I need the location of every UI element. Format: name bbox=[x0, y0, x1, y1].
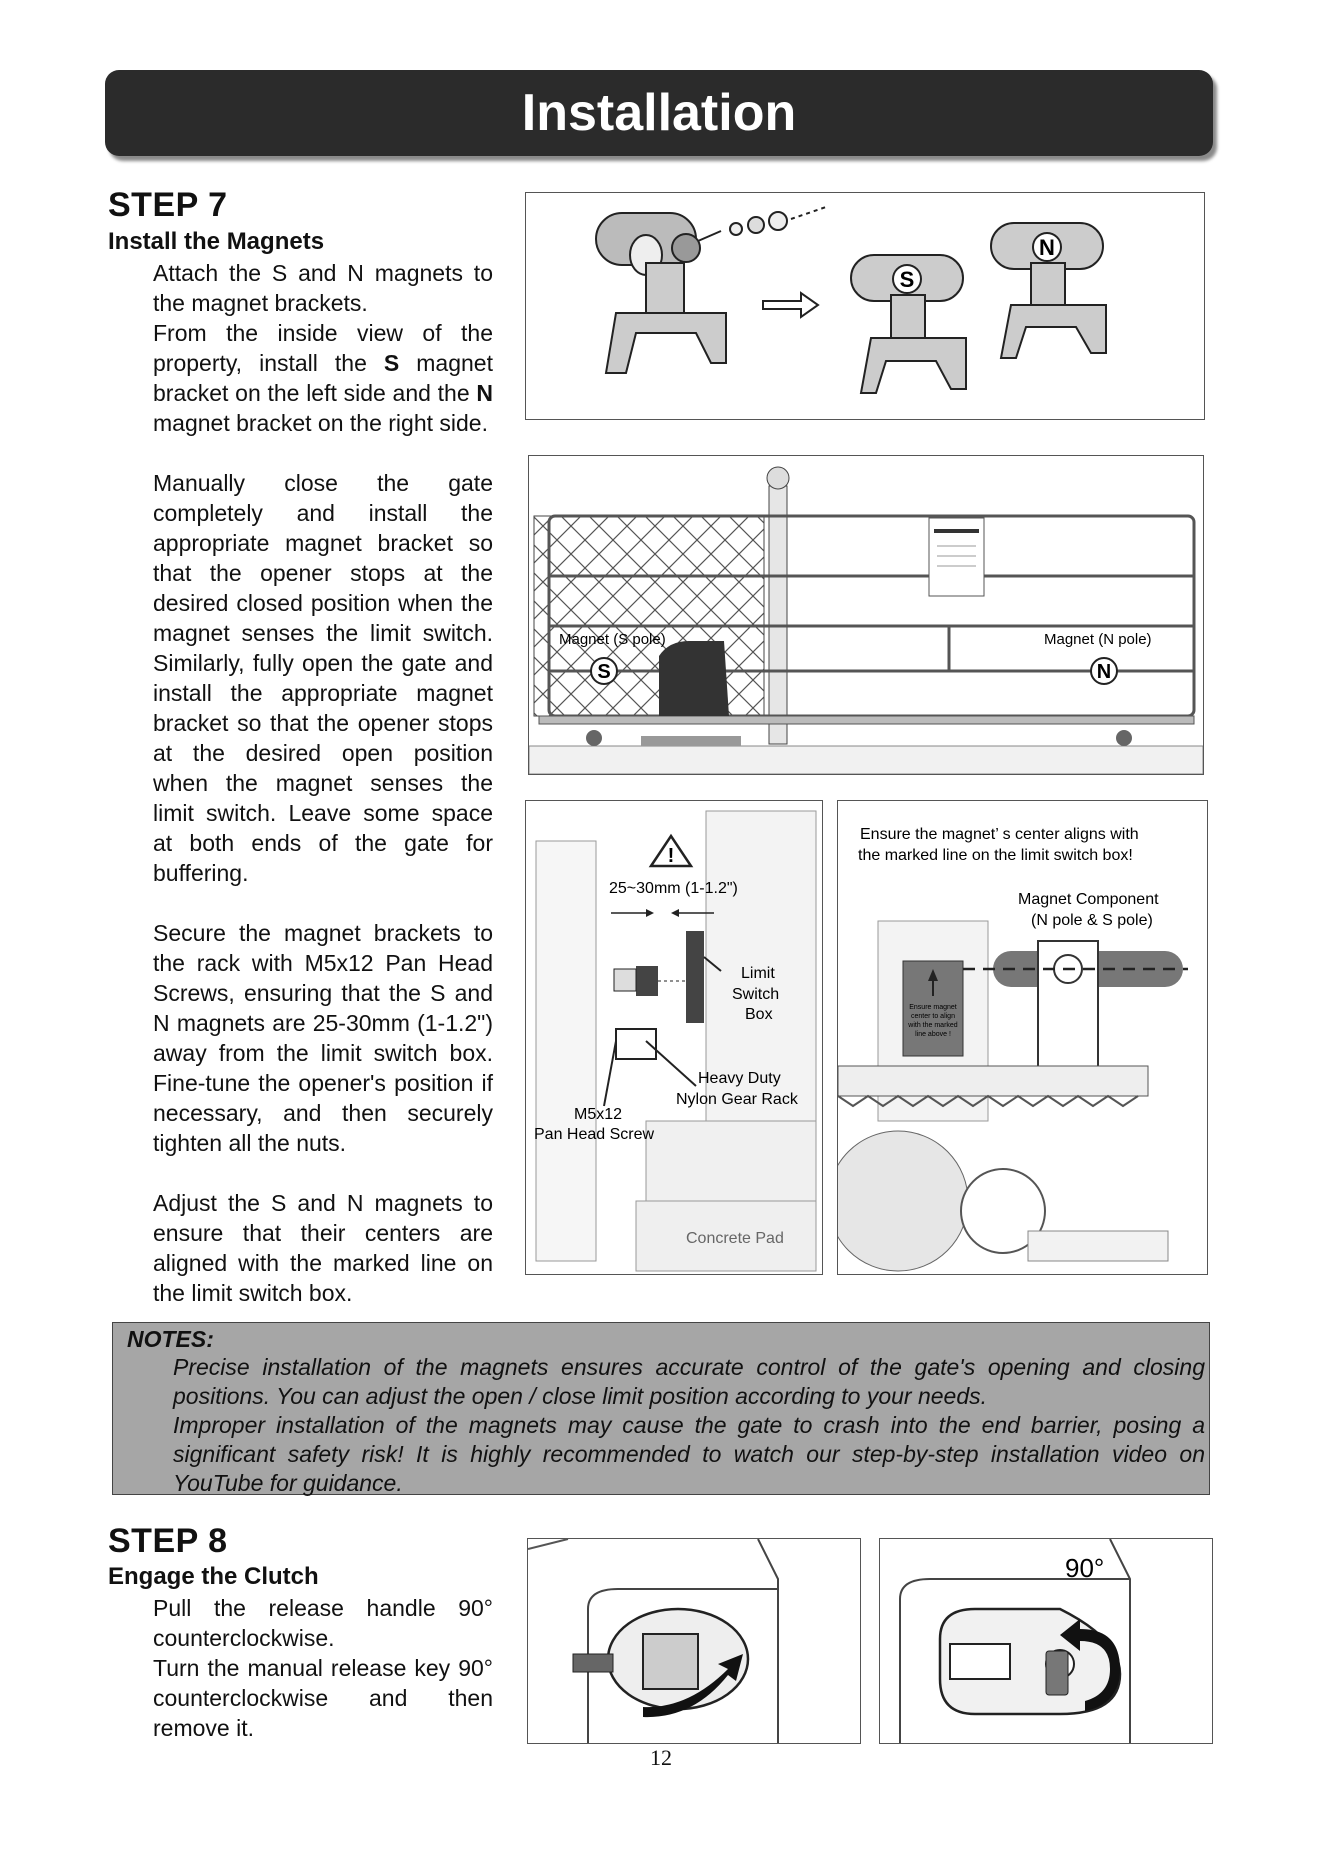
page-title: Installation bbox=[521, 84, 797, 142]
box-line-4: line above ! bbox=[915, 1031, 951, 1038]
s-bracket-letter: S bbox=[899, 267, 915, 292]
screw-label-2: Pan Head Screw bbox=[534, 1126, 655, 1143]
figure-release-key bbox=[879, 1538, 1213, 1744]
step8-paragraph-2: Turn the manual release key 90° counterclockwise and then remove it. bbox=[153, 1655, 493, 1741]
figure-release-handle bbox=[527, 1538, 861, 1744]
limit-switch-box bbox=[686, 931, 704, 1023]
step7-paragraph-5: Adjust the S and N magnets to ensure that their centers are aligned with the marked line on the limit switch box. bbox=[153, 1190, 493, 1306]
release-key-icon bbox=[1046, 1651, 1068, 1695]
concrete-pad-label: Concrete Pad bbox=[686, 1230, 784, 1247]
notes-paragraph-1: Precise installation of the magnets ensures accurate control of the gate's opening and closing positions. You can adjust the open / close limit position according to your needs. bbox=[173, 1354, 1205, 1409]
limit-label-1: Limit bbox=[741, 965, 775, 982]
release-key-icon bbox=[573, 1654, 613, 1672]
rack-label-2: Nylon Gear Rack bbox=[676, 1091, 798, 1108]
notes-title: NOTES: bbox=[127, 1326, 214, 1352]
box-line-3: with the marked bbox=[908, 1022, 958, 1029]
limit-label-3: Box bbox=[745, 1006, 773, 1023]
screw-label-1: M5x12 bbox=[574, 1106, 623, 1123]
angle-label: 90° bbox=[1065, 1553, 1105, 1583]
n-magnet-label: Magnet (N pole) bbox=[1044, 631, 1152, 648]
step7-heading: STEP 7 bbox=[108, 186, 228, 224]
mesh-fence bbox=[534, 516, 764, 716]
step7-paragraph-1: Attach the S and N magnets to the magnet brackets. bbox=[153, 260, 493, 316]
component-label-1: Magnet Component bbox=[1018, 891, 1159, 908]
component-label-2: (N pole & S pole) bbox=[1031, 912, 1153, 929]
step8-subheading: Engage the Clutch bbox=[108, 1563, 319, 1590]
step7-p2-n-bold: N bbox=[476, 380, 493, 406]
page-number: 12 bbox=[650, 1745, 672, 1770]
distance-label: 25~30mm (1-1.2") bbox=[609, 880, 738, 897]
align-note-line-1: Ensure the magnet’ s center aligns with bbox=[860, 826, 1139, 843]
gear-rack bbox=[539, 716, 1194, 724]
box-line-1: Ensure magnet bbox=[909, 1004, 957, 1011]
figure-magnet-alignment bbox=[837, 800, 1208, 1275]
warning-mark: ! bbox=[667, 845, 675, 867]
box-line-2: center to align bbox=[911, 1013, 955, 1020]
n-magnet-letter: N bbox=[1096, 661, 1112, 683]
step7-paragraph-4: Secure the magnet brackets to the rack with M5x12 Pan Head Screws, ensuring that the S and N magnets are 25-30mm (1-1.2") away from the limit switch box. Fine-tune the opener's position if necessary, and then securely tighten all the nuts. bbox=[153, 920, 493, 1156]
step8-paragraph-1: Pull the release handle 90° counterclockwise. bbox=[153, 1595, 493, 1651]
notes-box bbox=[112, 1322, 1210, 1495]
figure-magnet-distance bbox=[525, 800, 823, 1275]
ground bbox=[529, 746, 1203, 774]
n-bracket-letter: N bbox=[1039, 235, 1055, 260]
step7-p2-text-c: magnet bracket on the right side. bbox=[153, 410, 488, 436]
step7-p2-text-b: magnet bracket on the left side and the bbox=[153, 350, 493, 406]
drive-gear-icon bbox=[838, 1131, 968, 1271]
bracket-assembly-icon bbox=[596, 207, 826, 373]
limit-label-2: Switch bbox=[732, 986, 780, 1003]
step7-paragraph-3: Manually close the gate completely and install the appropriate magnet bracket so that the opener stops at the desired closed position when the magnet senses the limit switch. Similarly, fully open the gate and install the appropriate magnet bracket so that the opener stops at the desired open position when the magnet senses the limit switch. Leave some space at both ends of the gate for buffering. bbox=[153, 470, 493, 886]
step7-p2-s-bold: S bbox=[383, 350, 400, 376]
page-banner bbox=[105, 70, 1213, 156]
step8-heading: STEP 8 bbox=[108, 1522, 228, 1560]
magnet-block bbox=[636, 966, 658, 996]
notes-paragraph-2: Improper installation of the magnets may cause the gate to crash into the end barrier, posing a significant safety risk! It is highly recommended to watch our step-by-step installation video on YouTube for guidance. bbox=[173, 1412, 1205, 1496]
gate-post bbox=[769, 486, 787, 744]
s-magnet-letter: S bbox=[597, 661, 611, 683]
s-magnet-label: Magnet (S pole) bbox=[559, 631, 666, 648]
step7-p2-text-a: From the inside view of the property, install the bbox=[153, 320, 493, 376]
figure-gate-overview bbox=[528, 455, 1204, 775]
rack-label-1: Heavy Duty bbox=[698, 1070, 781, 1087]
step7-subheading: Install the Magnets bbox=[108, 228, 325, 255]
align-note-line-2: the marked line on the limit switch box! bbox=[858, 847, 1133, 864]
gate-opener-icon bbox=[659, 641, 729, 716]
figure-magnet-brackets bbox=[525, 192, 1205, 420]
step7-paragraph-2 bbox=[153, 318, 493, 438]
